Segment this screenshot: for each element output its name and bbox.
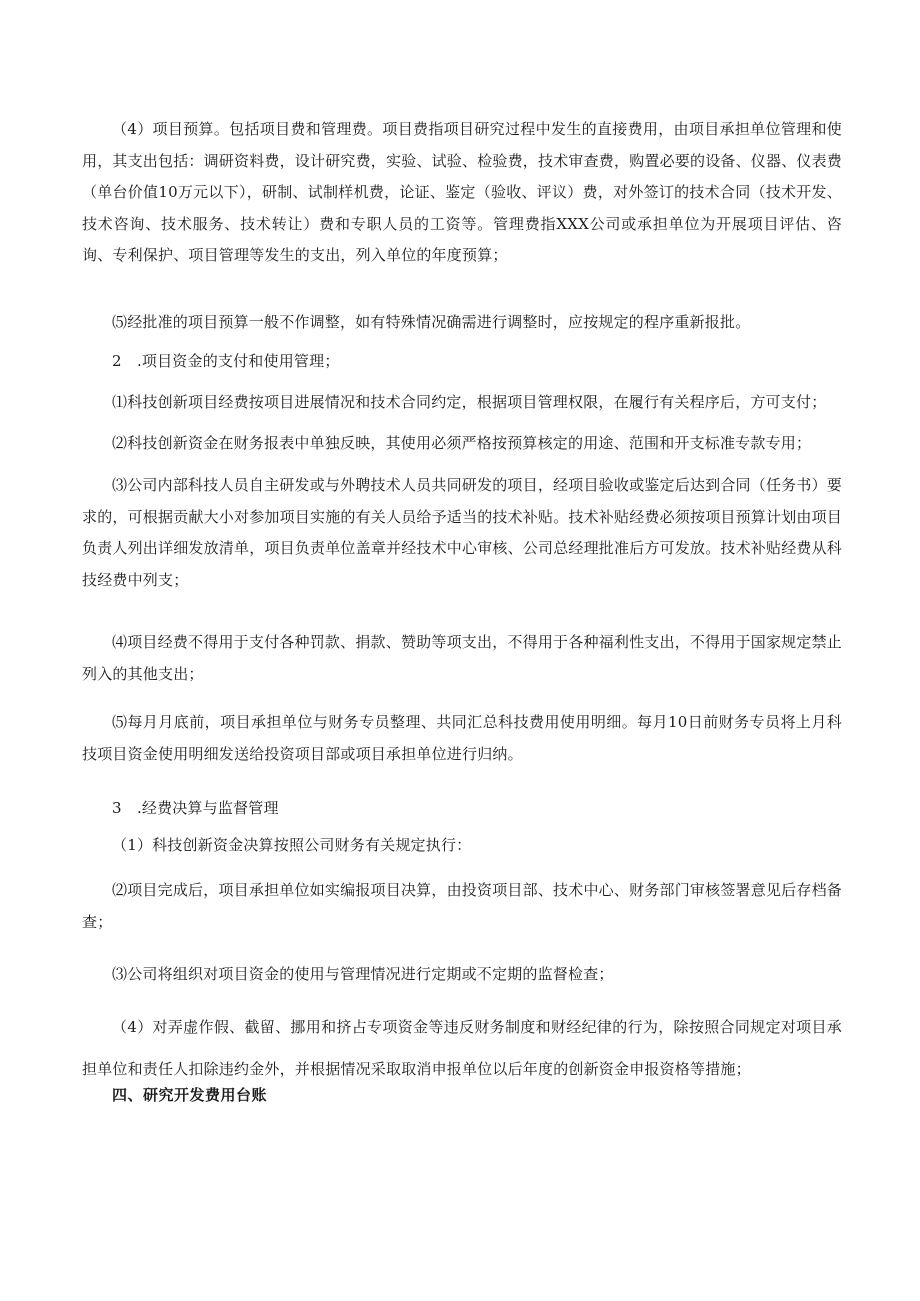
section-heading-rd-ledger: 四、研究开发费用台账 (112, 1086, 268, 1104)
paragraph-payment-rule-3: ⑶公司内部科技人员自主研发或与外聘技术人员共同研发的项目，经项目验收或鉴定后达到合同（任务书）要求的，可根据贡献大小对参加项目实施的有关人员给予适当的技术补贴。技术补贴经费必须按项目预算计划由项目负责人列出详细发放清单，项目负责单位盖章并经技术中心审核、公司总经理批准后方可发放。技术补贴经费从科技经费中列支； (82, 476, 843, 589)
paragraph-payment-rule-5: ⑸每月月底前，项目承担单位与财务专员整理、共同汇总科技费用使用明细。每月10日前财务专员将上月科技项目资金使用明细发送给投资项目部或项目承担单位进行归纳。 (82, 713, 842, 763)
paragraph-payment-rule-1: ⑴科技创新项目经费按项目进展情况和技术合同约定，根据项目管理权限，在履行有关程序后，方可支付； (112, 393, 827, 411)
paragraph-settlement-rule-1: （1）科技创新资金决算按照公司财务有关规定执行： (112, 836, 472, 854)
paragraph-payment-rule-2: ⑵科技创新资金在财务报表中单独反映，其使用必须严格按预算核定的用途、范围和开支标准专款专用； (112, 434, 812, 452)
paragraph-settlement-rule-2: ⑵项目完成后，项目承担单位如实编报项目决算，由投资项目部、技术中心、财务部门审核签署意见后存档备查； (82, 881, 842, 931)
paragraph-settlement-rule-4: （4）对弄虚作假、截留、挪用和挤占专项资金等违反财务制度和财经纪律的行为，除按照合同规定对项目承担单位和责任人扣除违约金外，并根据情况采取取消申报单位以后年度的创新资金申报资格等措施； (82, 1018, 842, 1078)
paragraph-settlement-heading: 3 .经费决算与监督管理 (112, 799, 279, 817)
paragraph-payment-rule-4: ⑷项目经费不得用于支付各种罚款、捐款、赞助等项支出，不得用于各种福利性支出，不得用于国家规定禁止列入的其他支出； (82, 633, 842, 683)
paragraph-project-budget: （4）项目预算。包括项目费和管理费。项目费指项目研究过程中发生的直接费用，由项目承担单位管理和使用，其支出包括：调研资料费，设计研究费，实验、试验、检验费，技术审查费，购置必要的设备、仪器、仪表费（单台价值10万元以下），研制、试制样机费，论证、鉴定（验收、评议）费，对外签订的技术合同（技术开发、技术咨询、技术服务、技术转让）费和专职人员的工资等。管理费指XXX公司或承担单位为开展项目评估、咨询、专利保护、项目管理等发生的支出，列入单位的年度预算； (82, 120, 843, 264)
paragraph-budget-adjustment: ⑸经批准的项目预算一般不作调整，如有特殊情况确需进行调整时，应按规定的程序重新报批。 (112, 313, 751, 331)
paragraph-settlement-rule-3: ⑶公司将组织对项目资金的使用与管理情况进行定期或不定期的监督检查； (112, 965, 614, 983)
paragraph-payment-heading: 2 .项目资金的支付和使用管理； (112, 352, 340, 370)
